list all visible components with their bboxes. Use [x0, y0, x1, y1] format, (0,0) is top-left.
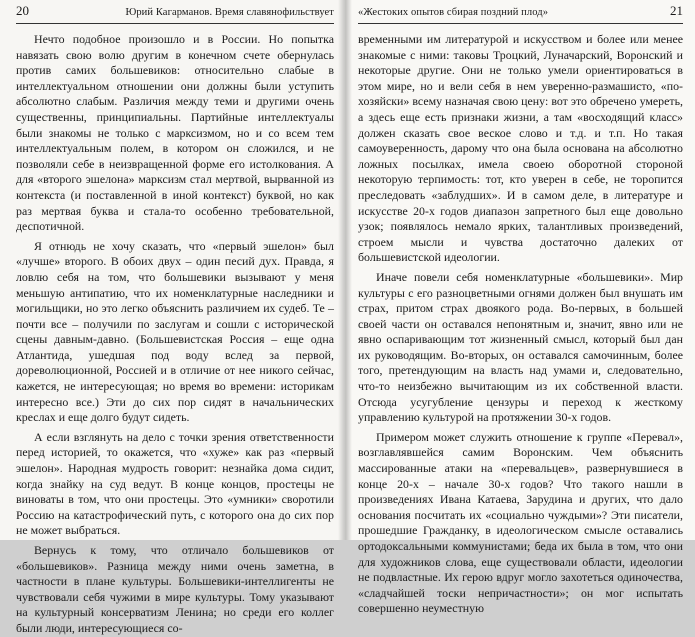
paragraph: Примером может служить отношение к группе «Перевал», возглавлявшейся самим Воронским. Чем объяснить массированные атаки на «перевальцев», развернувшиеся в конце 20-х – начале 30-х годов? Что такого нашли в произведениях Ивана Катаева, Зарудина и других, что дало основания посчитать их «социально чуждыми»? Эти писатели, прошедшие Гражданку, в идеологическом смысле оставались ортодоксальными коммунистами; беда их была в том, что они для художников слова, еще существовали области, идеологии не подвластные. Их герою вдруг могло захотеться одиночества, «сладчайшей тоски непричастности»; он мог испытать совершенно неуместную [358, 429, 683, 616]
right-page-header [358, 4, 683, 24]
right-page [344, 0, 695, 616]
paragraph: Вернусь к тому, что отличало большевиков от «большевиков». Разница между ними очень заметна, в частности в плане культуры. Большевики-интеллигенты не чувствовали себя чужими в мире культуры. Тому указывают на культурный консерватизм Ленина; но среди его коллег были люди, интересующиеся со- [16, 543, 334, 635]
page-number: 20 [16, 3, 29, 18]
paragraph: Нечто подобное произошло и в России. Но попытка навязать свою волю другим в конечном счете обернулась против самих большевиков: относительно слабые в интеллектуальном отношении они должны были уступить абсолютно слабым. Различия между теми и другими очень существенны, принципиальны. Партийные интеллектуалы были знакомы не только с марксизмом, но и со всем тем интеллектуальным полем, в котором он сложился, и не позволяли себе в неизвращенной форме его истолкования. А для «второго эшелона» марксизм стал мертвой, вырванной из контекста (и поставленной в иной контекст) буквой, но как раз мертвая буква и стала-то особенно требовательной, деспотичной. [16, 32, 334, 234]
paragraph: Иначе повели себя номенклатурные «большевики». Мир культуры с его разноцветными огнями должен был внушать им страх, притом страх двоякого рода. Во-первых, в большей своей части он оставался непонятным и, значит, явно или не явно оспаривающим тот жизненный смысл, который был дан их руководящим. Во-вторых, он оставался самочинным, более того, претендующим на власть над умами и, следовательно, что-то неизбежно вычитающим из их собственной власти. Отсюда усугубление цензуры и переход к жесткому управлению культурой на протяжении 30-х годов. [358, 269, 683, 425]
page-number: 21 [670, 3, 683, 18]
left-page [0, 0, 344, 635]
left-page-header [16, 4, 334, 24]
paragraph: Я отнюдь не хочу сказать, что «первый эшелон» был «лучше» второго. В обоих двух – один песий дух. Правда, я ловлю себя на том, что большевики вызывают у меня меньшую антипатию, что их номенклатурные наследники и могильщики, но это легко объяснить различием их судеб. Те – почти все – получили по заслугам и сошли с исторической сцены давным-давно. (Большевистская Россия – еще одна Атлантида, ушедшая под воду вслед за первой, дореволюционной, Россией и в отличие от нее никого сейчас, кажется, не интересующая; но время во времени: историкам интересно все.) Эти до сих пор сидят в начальнических креслах и еще долго будут сидеть. [16, 238, 334, 425]
paragraph: временными им литературой и искусством и более или менее знакомые с ними: таковы Троцкий, Луначарский, Воронский и некоторые другие. Они не только умели ориентироваться в этом мире, но и вели себя в нем уверенно-размашисто, «по-хозяйски» всему назначая свою цену: вот это обречено умереть, а здесь еще есть признаки жизни, а там «восходящий класс» должен сказать свое веское слово и т.д. и т.п. Но такая самоуверенность, дарому что она была основана на абсолютно ложных посылках, имела своею оборотной стороной некоторую терпимость: тот, кто уверен в себе, не торопится преследовать «заблудших». И в самом деле, в литературе и искусстве 20-х годов диапазон запретного был еще довольно узок; появлялось немало ярких, талантливых произведений, строем мысли и чувства достаточно далеких от большевистской идеологии. [358, 32, 683, 265]
running-head: «Жестоких опытов сбирая поздний плод» [358, 7, 549, 18]
right-page-text [358, 32, 683, 617]
left-page-text [16, 32, 334, 637]
paragraph: А если взглянуть на дело с точки зрения ответственности перед историей, то окажется, что «хуже» как раз «первый эшелон». Народная мудрость говорит: незнайка дома сидит, когда знайку на суд ведут. В конце концов, простецы не виноваты в том, что они простецы. Это «умники» своротили Россию на катастрофический путь, с которого она до сих пор не может выбраться. [16, 429, 334, 538]
running-head: Юрий Кагарманов. Время славянофильствует [125, 7, 334, 18]
